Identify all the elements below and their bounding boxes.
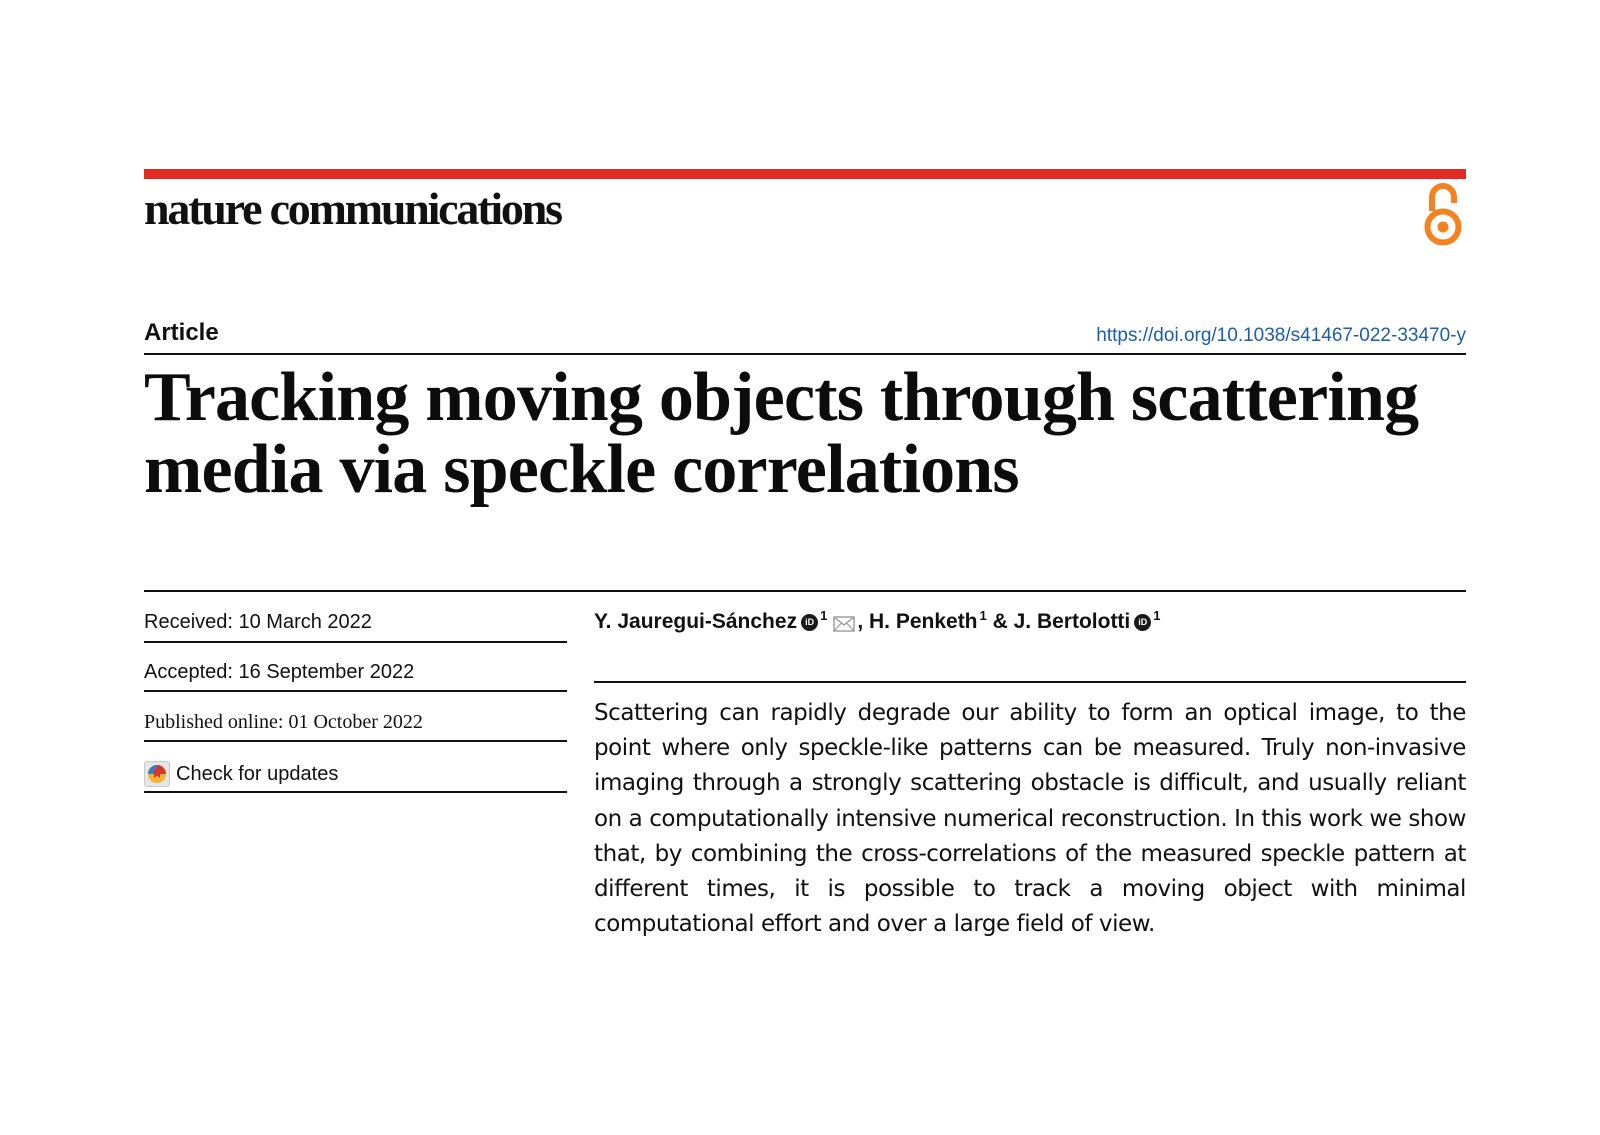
title-top-divider (144, 353, 1466, 355)
dates-bottom-divider (144, 791, 567, 793)
dates-divider-2 (144, 690, 567, 692)
abstract-top-divider (594, 681, 1466, 683)
received-label: Received: (144, 611, 233, 633)
author-separator: , (857, 610, 869, 633)
check-for-updates-icon[interactable] (144, 761, 170, 787)
published-date (144, 711, 423, 734)
orcid-icon[interactable]: iD (1134, 614, 1151, 631)
article-type-label: Article (144, 319, 219, 346)
affiliation-marker: 1 (820, 608, 828, 623)
doi-link[interactable]: https://doi.org/10.1038/s41467-022-33470-y (1096, 325, 1466, 346)
orcid-icon[interactable]: iD (801, 614, 818, 631)
accepted-value: 16 September 2022 (238, 661, 415, 683)
metadata-top-divider (144, 590, 1466, 592)
affiliation-marker: 1 (979, 608, 987, 623)
accepted-date (144, 661, 414, 684)
email-icon[interactable] (833, 616, 855, 632)
author-name[interactable]: J. Bertolotti (1013, 610, 1131, 633)
check-for-updates-link[interactable]: Check for updates (176, 763, 339, 785)
author-list (594, 610, 1161, 634)
author-name[interactable]: Y. Jauregui-Sánchez (594, 610, 798, 633)
header-accent-bar (144, 169, 1466, 179)
published-value: 01 October 2022 (288, 711, 423, 733)
dates-divider-1 (144, 641, 567, 643)
received-date (144, 611, 372, 634)
article-title: Tracking moving objects through scattering media via speckle correlations (144, 359, 1419, 508)
abstract-text: Scattering can rapidly degrade our ability to form an optical image, to the point where only speckle-like patterns can be measured. Truly non-invasive imaging through a strongly scattering obstacle is difficult, and usually reliant on a computationally intensive numerical reconstruction. In this work we show that, by combining the cross-correlations of the measured speckle pattern at different times, it is possible to track a moving object with minimal computational effort and over a large field of view. (594, 700, 1466, 938)
affiliation-marker: 1 (1153, 608, 1161, 623)
dates-divider-3 (144, 740, 567, 742)
accepted-label: Accepted: (144, 661, 233, 683)
open-access-icon (1422, 183, 1464, 249)
published-label: Published online: (144, 711, 284, 733)
received-value: 10 March 2022 (238, 611, 372, 633)
author-name[interactable]: H. Penketh (868, 610, 978, 633)
author-separator: & (986, 610, 1014, 633)
journal-name[interactable]: nature communications (144, 183, 561, 234)
